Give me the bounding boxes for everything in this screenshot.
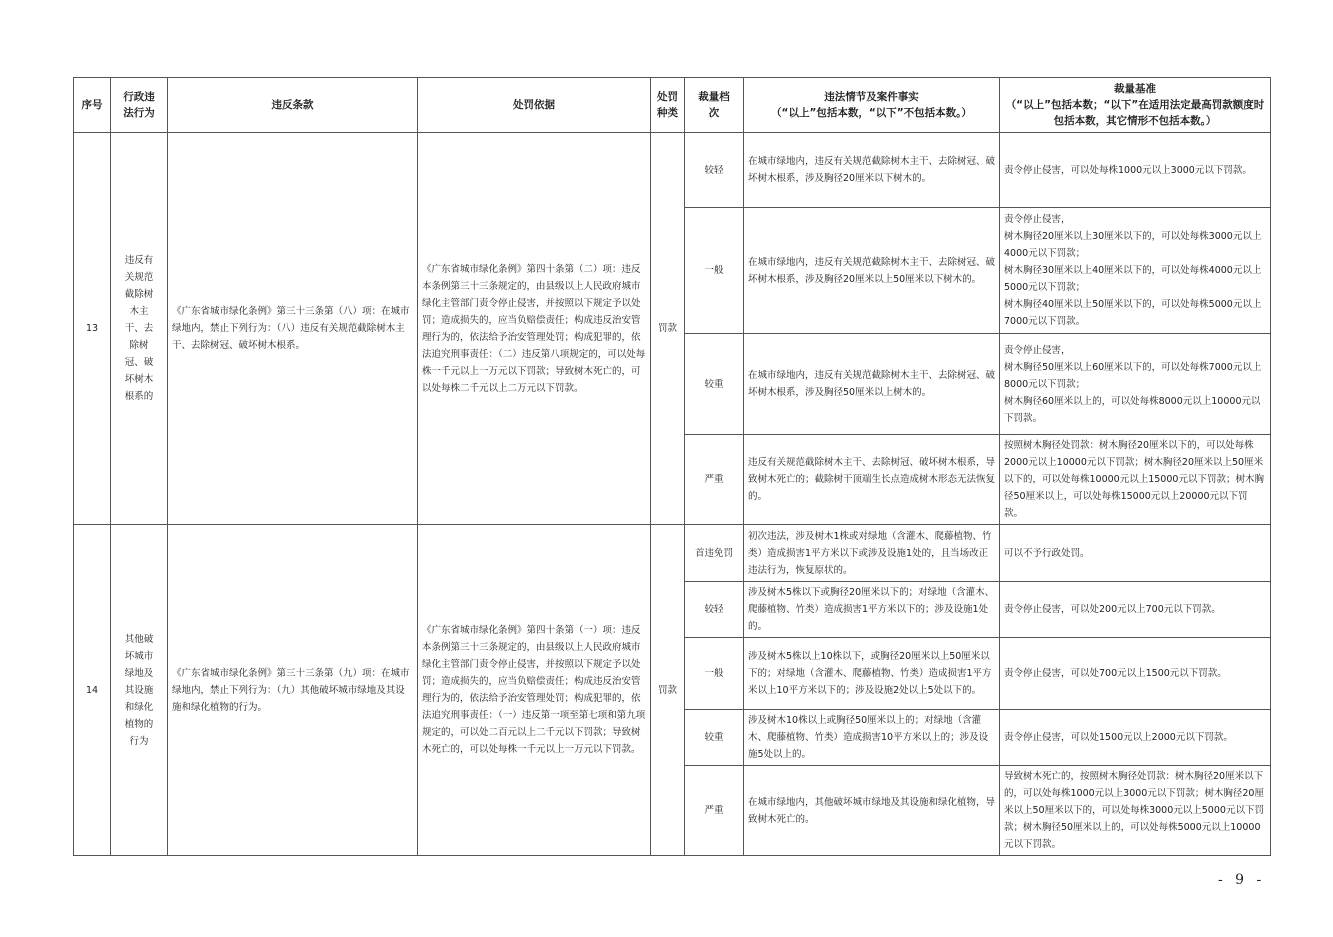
facts-cell: 涉及树木10株以上或胸径50厘米以上的；对绿地（含灌木、爬藤植物、竹类）造成损害10平方米以上的；涉及设施5处以上的。 [744, 710, 1000, 766]
facts-cell: 在城市绿地内，违反有关规范截除树木主干、去除树冠、破坏树木根系，涉及胸径50厘米以上树木的。 [744, 334, 1000, 435]
header-level: 裁量档次 [685, 78, 744, 133]
standard-cell: 可以不予行政处罚。 [1000, 525, 1271, 582]
row-type: 罚款 [651, 133, 685, 525]
standard-cell: 责令停止侵害，可以处每株1000元以上3000元以下罚款。 [1000, 133, 1271, 208]
standard-cell: 责令停止侵害，可以处200元以上700元以下罚款。 [1000, 582, 1271, 638]
row-type: 罚款 [651, 525, 685, 856]
facts-cell: 涉及树木5株以下或胸径20厘米以下的；对绿地（含灌木、爬藤植物、竹类）造成损害1平方米以下的；涉及设施1处的。 [744, 582, 1000, 638]
facts-cell: 初次违法，涉及树木1株或对绿地（含灌木、爬藤植物、竹类）造成损害1平方米以下或涉及设施1处的，且当场改正违法行为，恢复原状的。 [744, 525, 1000, 582]
row-seq: 13 [74, 133, 111, 525]
header-clause: 违反条款 [168, 78, 418, 133]
level-cell: 一般 [685, 638, 744, 710]
row-basis: 《广东省城市绿化条例》第四十条第（一）项：违反本条例第三十三条规定的，由县级以上人民政府城市绿化主管部门责令停止侵害，并按照以下规定予以处罚；造成损失的，应当负赔偿责任；构成违反治安管理行为的，依法给予治安管理处罚；构成犯罪的，依法追究刑事责任：（一）违反第一项至第七项和第九项规定的，可以处二百元以上二千元以下罚款；导致树木死亡的，可以处每株一千元以上一万元以下罚款。 [418, 525, 651, 856]
table-header-row [74, 78, 1271, 133]
row-act: 其他破坏城市绿地及其设施和绿化植物的行为 [111, 525, 168, 856]
row-clause: 《广东省城市绿化条例》第三十三条第（九）项：在城市绿地内，禁止下列行为：（九）其他破坏城市绿地及其设施和绿化植物的行为。 [168, 525, 418, 856]
standard-cell: 责令停止侵害， 树木胸径20厘米以上30厘米以下的，可以处每株3000元以上4000元以下罚款； 树木胸径30厘米以上40厘米以下的，可以处每株4000元以上5000元以下罚款； 树木胸径40厘米以上50厘米以下的，可以处每株5000元以上7000元以下罚款。 [1000, 208, 1271, 334]
level-cell: 首违免罚 [685, 525, 744, 582]
table-row [74, 525, 1271, 582]
row-act: 违反有关规范截除树木主干、去除树冠、破坏树木根系的 [111, 133, 168, 525]
standard-cell: 责令停止侵害，可以处700元以上1500元以下罚款。 [1000, 638, 1271, 710]
penalty-standard-table [73, 77, 1271, 856]
standard-cell: 责令停止侵害， 树木胸径50厘米以上60厘米以下的，可以处每株7000元以上8000元以下罚款； 树木胸径60厘米以上的，可以处每株8000元以上10000元以下罚款。 [1000, 334, 1271, 435]
level-cell: 较重 [685, 334, 744, 435]
header-seq: 序号 [74, 78, 111, 133]
standard-cell: 责令停止侵害，可以处1500元以上2000元以下罚款。 [1000, 710, 1271, 766]
header-facts: 违法情节及案件事实 （“以上”包括本数，“以下”不包括本数。） [744, 78, 1000, 133]
level-cell: 较轻 [685, 133, 744, 208]
level-cell: 较轻 [685, 582, 744, 638]
header-act: 行政违法行为 [111, 78, 168, 133]
level-cell: 严重 [685, 766, 744, 856]
standard-cell: 导致树木死亡的，按照树木胸径处罚款：树木胸径20厘米以下的，可以处每株1000元以上3000元以下罚款；树木胸径20厘米以上50厘米以下的，可以处每株3000元以上5000元以下罚款；树木胸径50厘米以上的，可以处每株5000元以上10000元以下罚款。 [1000, 766, 1271, 856]
row-seq: 14 [74, 525, 111, 856]
facts-cell: 在城市绿地内，违反有关规范截除树木主干、去除树冠、破坏树木根系，涉及胸径20厘米以上50厘米以下树木的。 [744, 208, 1000, 334]
header-type: 处罚种类 [651, 78, 685, 133]
row-basis: 《广东省城市绿化条例》第四十条第（二）项：违反本条例第三十三条规定的，由县级以上人民政府城市绿化主管部门责令停止侵害，并按照以下规定予以处罚；造成损失的，应当负赔偿责任；构成违反治安管理行为的，依法给予治安管理处罚；构成犯罪的，依法追究刑事责任：（二）违反第八项规定的，可以处每株一千元以上一万元以下罚款；导致树木死亡的，可以处每株二千元以上二万元以下罚款。 [418, 133, 651, 525]
level-cell: 较重 [685, 710, 744, 766]
level-cell: 严重 [685, 435, 744, 525]
table-row [74, 133, 1271, 208]
facts-cell: 在城市绿地内，违反有关规范截除树木主干、去除树冠、破坏树木根系，涉及胸径20厘米以下树木的。 [744, 133, 1000, 208]
facts-cell: 在城市绿地内，其他破坏城市绿地及其设施和绿化植物，导致树木死亡的。 [744, 766, 1000, 856]
header-standard: 裁量基准 （“以上”包括本数；“以下”在适用法定最高罚款额度时包括本数，其它情形不包括本数。） [1000, 78, 1271, 133]
level-cell: 一般 [685, 208, 744, 334]
standard-cell: 按照树木胸径处罚款：树木胸径20厘米以下的，可以处每株2000元以上10000元以下罚款；树木胸径20厘米以上50厘米以下的，可以处每株10000元以上15000元以下罚款；树木胸径50厘米以上，可以处每株15000元以上20000元以下罚款。 [1000, 435, 1271, 525]
row-clause: 《广东省城市绿化条例》第三十三条第（八）项：在城市绿地内，禁止下列行为：（八）违反有关规范截除树木主干、去除树冠、破坏树木根系。 [168, 133, 418, 525]
header-basis: 处罚依据 [418, 78, 651, 133]
facts-cell: 违反有关规范截除树木主干、去除树冠、破坏树木根系，导致树木死亡的；截除树干顶端生长点造成树木形态无法恢复的。 [744, 435, 1000, 525]
facts-cell: 涉及树木5株以上10株以下，或胸径20厘米以上50厘米以下的；对绿地（含灌木、爬藤植物、竹类）造成损害1平方米以上10平方米以下的；涉及设施2处以上5处以下的。 [744, 638, 1000, 710]
page-number: - 9 - [1218, 872, 1266, 888]
